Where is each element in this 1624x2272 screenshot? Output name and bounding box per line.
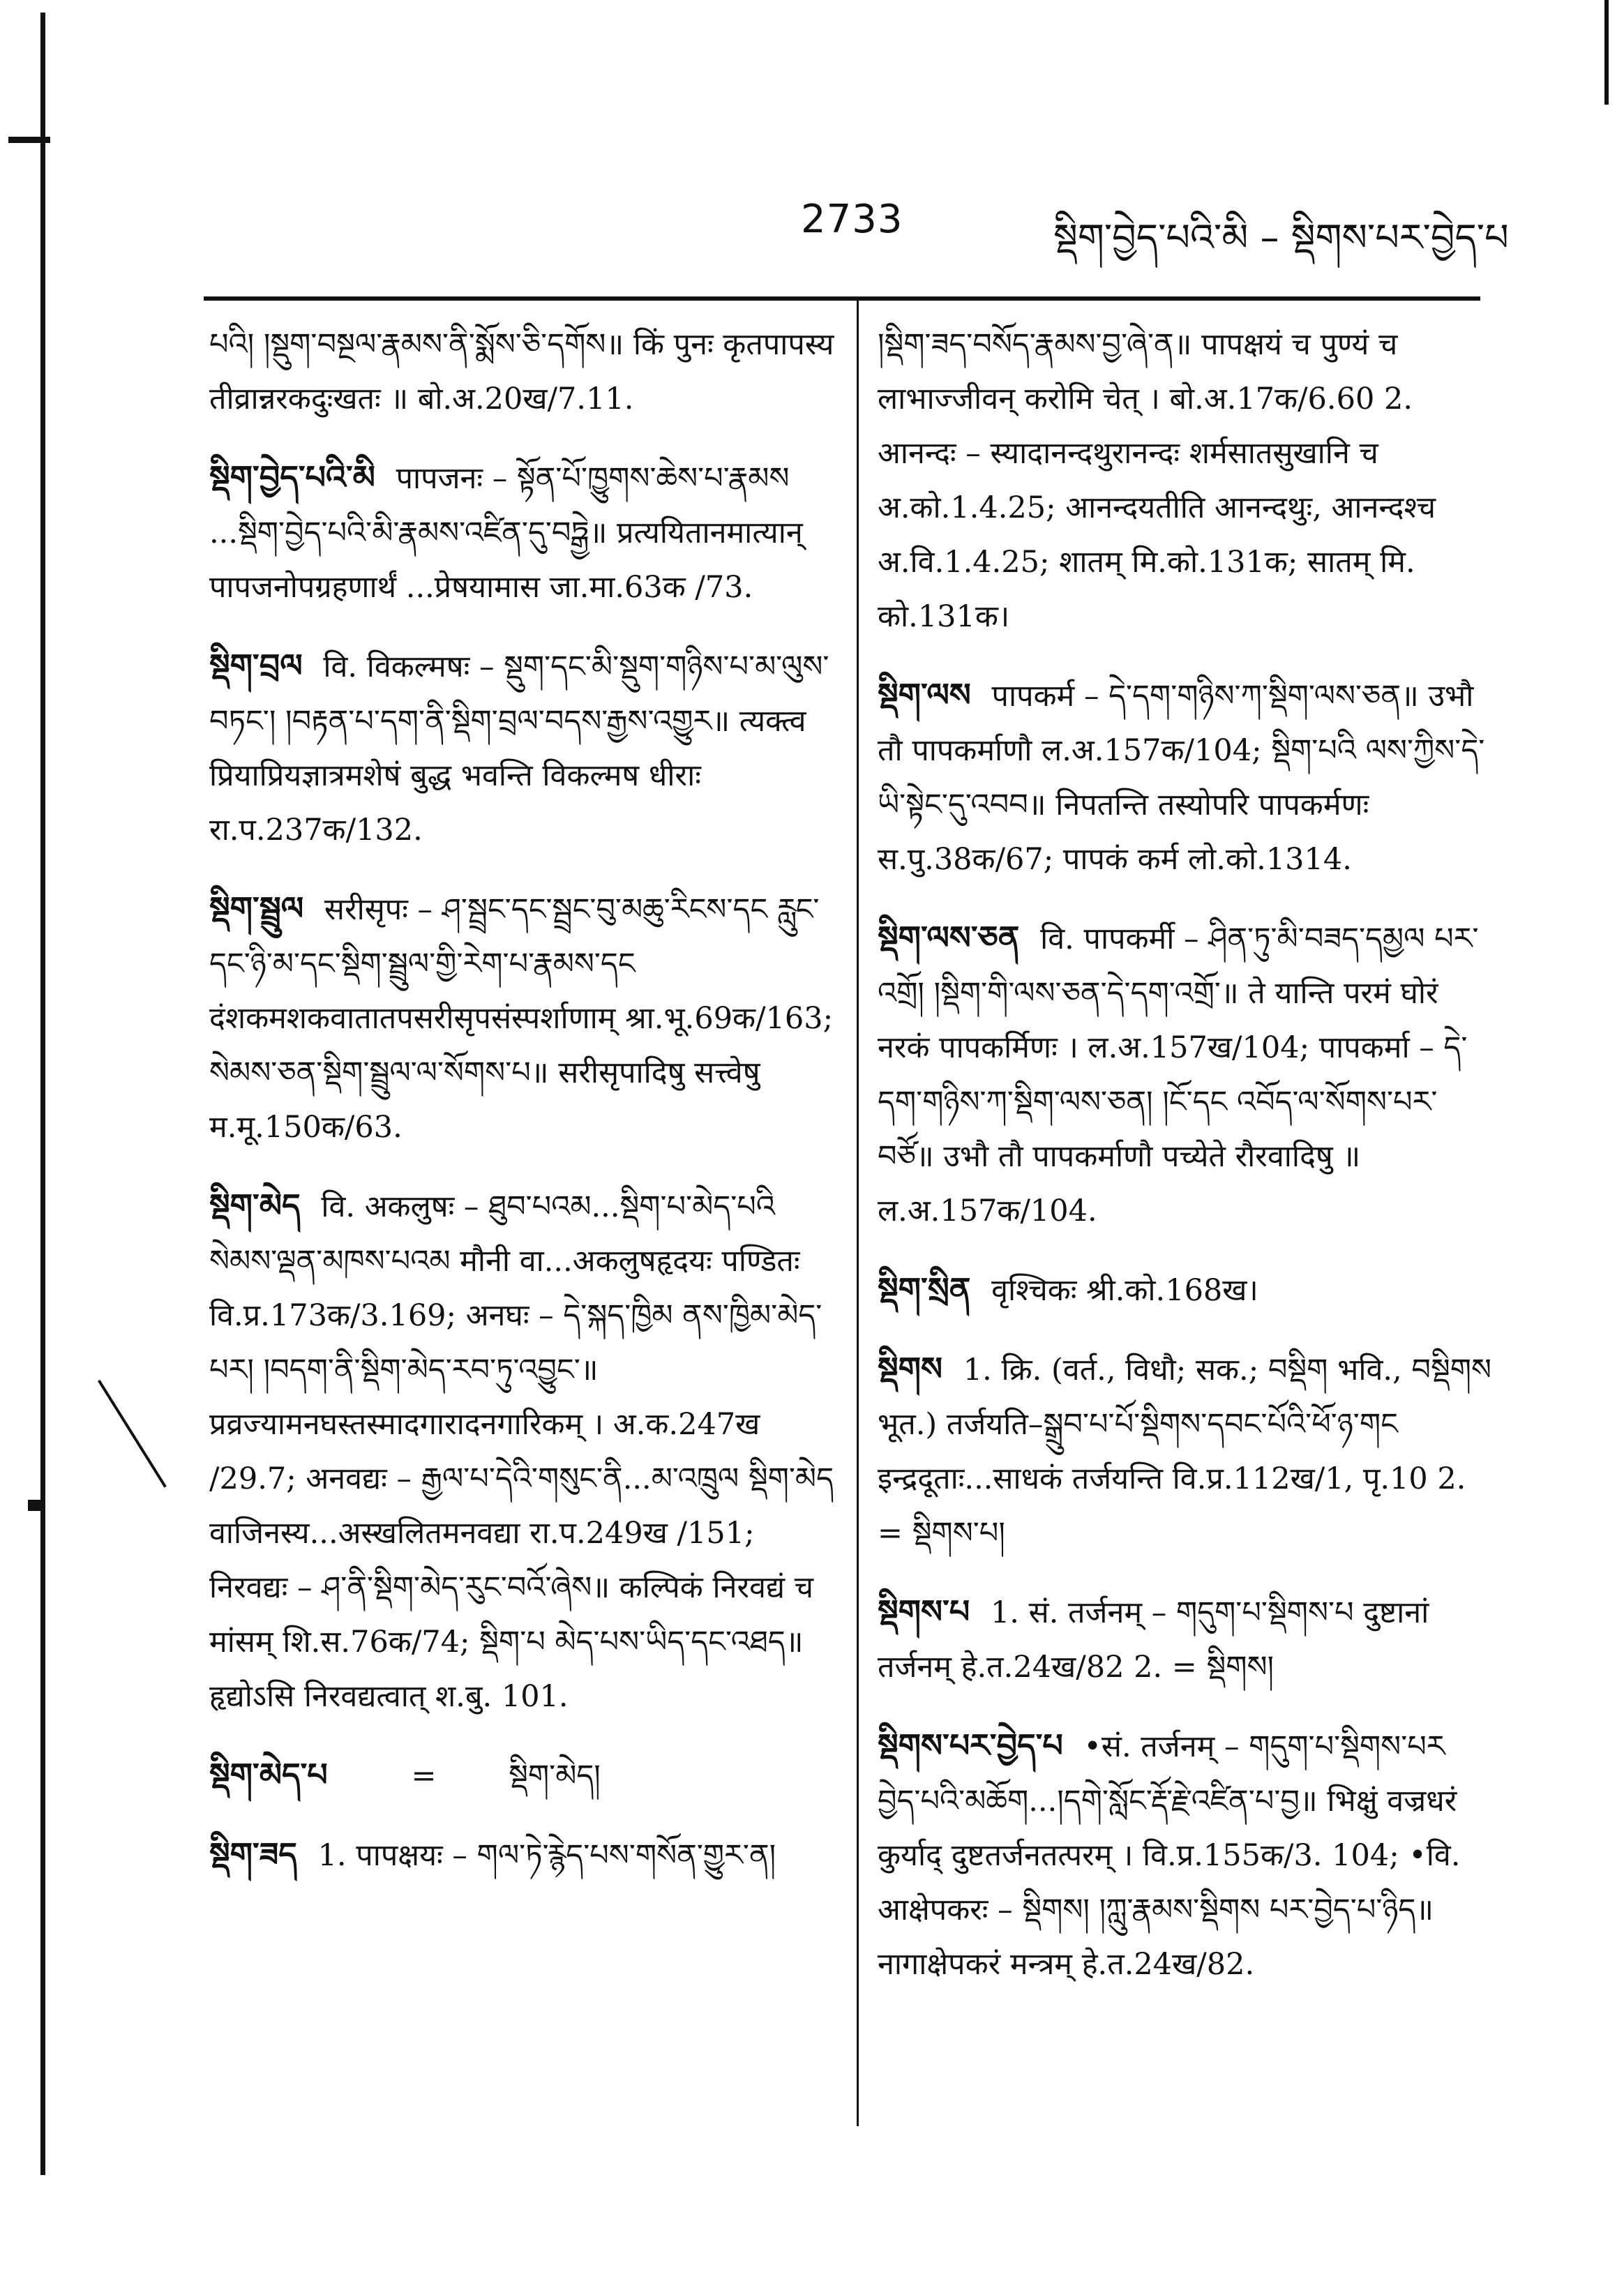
entry-body: སྡིག་མེད། [509, 1759, 601, 1793]
entry-body: पापकर्म – དེ་དག་གཉིས་ཀ་སྡིག་ལས་ཅན॥ उभौ तौ पापकर्माणौ ल.अ.157क/104; སྡིག་པའི ལས་ཀྱིས་དེ་ཡི་སྟེང་དུ་འབབ॥ निपतन्ति तस्योपरि पापकर्मणः स.पु.38क/67; पापकं कर्म लो.को.1314. [878, 679, 1485, 877]
entry-body: वि. अकलुषः – ཐུབ་པའམ...སྡིག་པ་མེད་པའི སེམས་ལྡན་མཁས་པའམ मौनी वा...अकलुषहृदयः पण्डितः वि.प्र.173क/3.169; अनघः – དེ་སྐད་ཁྱིམ ནས་ཁྱིམ་མེད་པར། །བདག་ནི་སྡིག་མེད་རབ་ཏུ་འབྱུང་॥ प्रव्रज्यामनघस्तस्मादगारादनगारिकम् । अ.क.247ख /29.7; अनवद्यः – རྒྱལ་པ་དེའི་གསུང་ནི...མ་འཁྲུལ སྡིག་མེད वाजिनस्य...अस्खलितमनवद्या रा.प.249ख /151; निरवद्यः – ཤ་ནི་སྡིག་མེད་རུང་བའོ་ཞེས॥ कल्पिकं निरवद्यं च मांसम् शि.स.76क/74; སྡིག་པ མེད་པས་ཡིད་དང་འཐད॥ हृद्योऽसि निरवद्यत्वात् श.बु. 101. [209, 1189, 834, 1714]
right-column [878, 317, 1491, 2015]
dictionary-entry [878, 668, 1491, 887]
continuation-text: པའི། །སྡུག་བསྔལ་རྣམས་ནི་སྨོས་ཅི་དགོས॥ किं पुनः कृतपापस्य तीव्रान्नरकदुःखतः ॥ बो.अ.20ख/7.11. [209, 327, 834, 416]
entry-headword: སྡིག་མེད་པ [209, 1756, 328, 1793]
dictionary-entry [209, 638, 837, 857]
header-rule [204, 296, 1480, 301]
entry-body: सरीसृपः – ཤ་སྦྲང་དང་སྦྲང་བུ་མཆུ་རིངས་དང རླུང་དང་ཉི་མ་དང་སྡིག་སྦྲུལ་གྱི་རེག་པ་རྣམས་དང दंशकमशकवातातपसरीसृपसंस्पर्शाणाम् श्रा.भू.69क/163; སེམས་ཅན་སྡིག་སྦྲུལ་ལ་སོགས་པ॥ सरीसृपादिषु सत्त्वेषु म.मू.150क/63. [209, 892, 834, 1145]
entry-headword: སྡིག་བྲལ [209, 647, 303, 684]
page-edge-line-right [1604, 0, 1609, 105]
entry-body: पापजनः – སྟོན་པོ་ཁྱུགས་ཆེས་པ་རྣམས ...སྡིག་བྱེད་པའི་མི་རྣམས་འཛིན་དུ་བཏྒྱེ॥ प्रत्ययितानमात्यान् पापजनोपग्रहणार्थं ...प्रेषयामास जा.मा.63क /73. [209, 461, 803, 605]
entry-body: 1. पापक्षयः – གལ་ཏེ་རྙེད་པས་གསོན་གྱུར་ན། [317, 1838, 776, 1873]
entry-headword: སྡིགས་པར་བྱེད་པ [878, 1726, 1063, 1764]
entry-headword: སྡིག་ཟད [209, 1835, 297, 1873]
entry-body: वि. विकल्मषः – སྡུག་དང་མི་སྡུག་གཉིས་པ་མ་ལུས་བཏང་། །བརྟན་པ་དག་ནི་སྡིག་བྲལ་བདས་རྒྱས་འགྱུར॥ त्यक्त्व प्रियाप्रियज्ञात्रमशेषं बुद्ध भवन्ति विकल्मष धीराः रा.प.237क/132. [209, 649, 829, 848]
binding-edge-mark-top [8, 137, 50, 143]
dictionary-entry [878, 1341, 1491, 1560]
column-divider [857, 299, 859, 2126]
scan-stroke-left [98, 1380, 167, 1488]
dictionary-entry [878, 1584, 1491, 1694]
binding-edge-line [40, 13, 45, 2175]
equals-sign: = [411, 1759, 437, 1793]
dictionary-entry [209, 450, 837, 615]
dictionary-entry [209, 1827, 837, 1883]
entry-headword: སྡིག་སྦྲུལ [209, 889, 304, 927]
entry-body: •सं. तर्जनम् – གདུག་པ་སྡིགས་པར བྱེད་པའི་མཆོག...།དགེ་སློང་རྡོ་རྗེ་འཛིན་པ་བྱ॥ भिक्षुं वज्रधरं कुर्याद् दुष्टतर्जनतत्परम् । वि.प्र.155क/3. 104; •वि. आक्षेपकरः – སྡིགས། །ཀླུ་རྣམས་སྡིགས པར་བྱེད་པ་ཉིད॥ नागाक्षेपकरं मन्त्रम् हे.त.24ख/82. [878, 1729, 1461, 1982]
dictionary-entry [209, 1747, 837, 1803]
entry-body: 1. सं. तर्जनम् – གདུག་པ་སྡིགས་པ दुष्टानां तर्जनम् हे.त.24ख/82 2. = སྡིགས། [878, 1595, 1429, 1685]
entry-headword: སྡིག་ལས་ཅན [878, 919, 1020, 956]
page-number: 2733 [801, 197, 903, 242]
left-column [209, 317, 837, 1906]
binding-edge-mark-bottom [28, 1500, 40, 1511]
entry-headword: སྡིག་མེད [209, 1187, 301, 1224]
continuation-text: །སྡིག་ཟད་བསོད་རྣམས་བྱ་ཞེ་ན॥ पापक्षयं च पुण्यं च लाभाज्जीवन् करोमि चेत् । बो.अ.17क/6.60 2. आनन्दः – स्यादानन्दथुरानन्दः शर्मसातसुखानि च अ.को.1.4.25; आनन्दयतीति आनन्दथुः, आनन्दश्च अ.वि.1.4.25; शातम् मि.को.131क; सातम् मि. को.131क। [878, 327, 1436, 634]
dictionary-entry [878, 1262, 1491, 1318]
entry-headword: སྡིགས [878, 1350, 943, 1387]
entry-headword: སྡིགས་པ [878, 1593, 970, 1630]
entry-body: वि. पापकर्मी – ཤིན་ཏུ་མི་བཟད་དམྱལ པར་འགྲོ། །སྡིག་གི་ལས་ཅན་དེ་དག་འགྲོ་॥ ते यान्ति परमं घोरं नरकं पापकर्मिणः । ल.अ.157ख/104; पापकर्मा – དེ་དག་གཉིས་ཀ་སྡིག་ལས་ཅན། །ངོ་དང འབོད་ལ་སོགས་པར་བཙོ॥ उभौ तौ पापकर्माणौ पच्येते रौरवादिषु ॥ ल.अ.157क/104. [878, 921, 1479, 1228]
dictionary-entry [878, 910, 1491, 1238]
page-header [0, 183, 1624, 259]
entry-headword: སྡིག་ལས [878, 676, 971, 714]
dictionary-entry [209, 881, 837, 1154]
running-head: སྡིག་བྱེད་པའི་མི – སྡིགས་པར་བྱེད་པ [1053, 216, 1509, 259]
dictionary-entry [209, 1178, 837, 1724]
entry-headword: སྡིག་སྲིན [878, 1270, 971, 1308]
entry-body: वृश्चिकः श्री.को.168ख। [991, 1273, 1258, 1308]
entry-headword: སྡིག་བྱེད་པའི་མི [209, 458, 375, 496]
entry-body: 1. क्रि. (वर्त., विधौ; सक.; བསྡིག भवि., བསྡིགས भूत.) तर्जयति–སྒྲུབ་པ་པོ་སྡིགས་དབང་པོའི་ཕོ་ཉ་གང इन्द्रदूताः...साधकं तर्जयन्ति वि.प्र.112ख/1, पृ.10 2. = སྡིགས་པ། [878, 1353, 1491, 1551]
dictionary-entry [878, 1718, 1491, 1992]
